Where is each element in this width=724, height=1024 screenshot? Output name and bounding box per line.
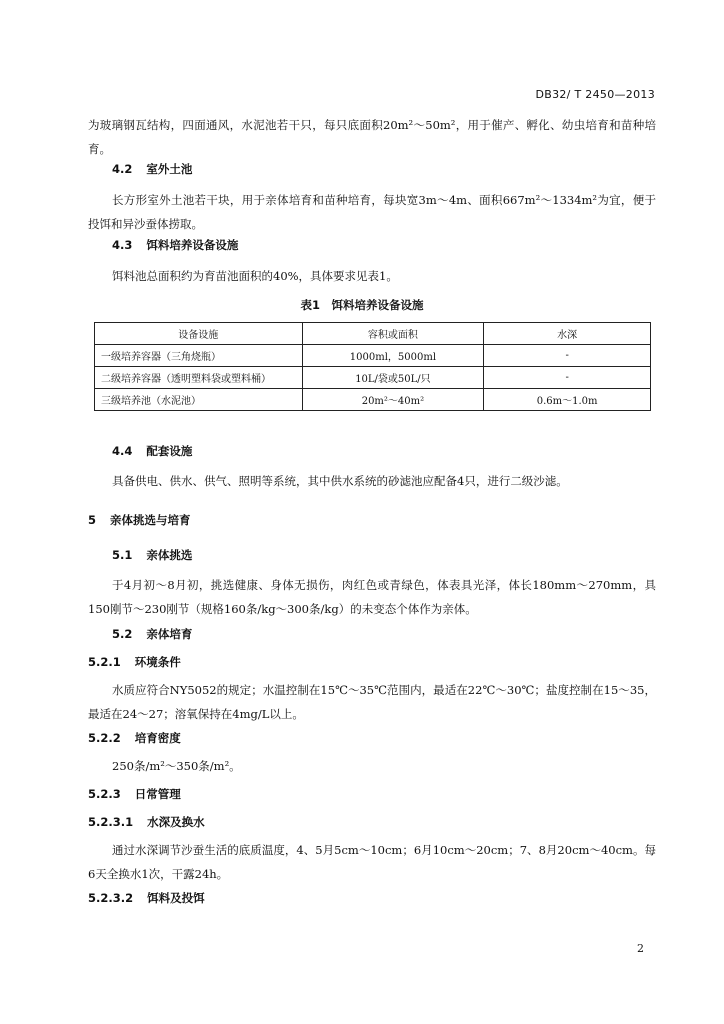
heading-5-1 xyxy=(112,547,192,563)
table-row xyxy=(95,389,651,411)
heading-title: 亲体挑选与培育 xyxy=(110,513,191,527)
heading-number: 5.2.3 xyxy=(88,787,121,801)
heading-title: 水深及换水 xyxy=(147,815,205,829)
heading-title: 室外土池 xyxy=(146,162,193,176)
heading-title: 日常管理 xyxy=(134,787,181,801)
paragraph-4-3: 饵料池总面积约为育苗池面积的40%，具体要求见表1。 xyxy=(112,269,398,283)
heading-title: 配套设施 xyxy=(146,444,193,458)
heading-number: 5.2.1 xyxy=(88,655,121,669)
paragraph-5-2-1: 水质应符合NY5052的规定；水温控制在15℃～35℃范围内，最适在22℃～30℃；盐度控制在15～35，最适在24～27；溶氧保持在4mg/L以上。 xyxy=(88,683,656,721)
heading-number: 4.4 xyxy=(112,444,133,458)
heading-5 xyxy=(88,512,191,528)
table-cell: 0.6m～1.0m xyxy=(484,389,651,411)
column-header: 容积或面积 xyxy=(302,323,484,345)
paragraph-4-1-cont: 为玻璃钢瓦结构，四面通风，水泥池若干只，每只底面积20m²～50m²，用于催产、孵化、幼虫培育和苗种培育。 xyxy=(88,118,656,156)
heading-number: 5 xyxy=(88,513,97,527)
heading-title: 饵料培养设备设施 xyxy=(146,238,239,252)
table-row xyxy=(95,345,651,367)
heading-number: 5.2 xyxy=(112,627,133,641)
heading-title: 饵料及投饵 xyxy=(147,891,205,905)
table-header-row xyxy=(95,323,651,345)
paragraph-4-2: 长方形室外土池若干块，用于亲体培育和苗种培育，每块宽3m～4m、面积667m²～1334m²为宜，便于投饵和异沙蚕体捞取。 xyxy=(88,193,656,231)
heading-number: 4.2 xyxy=(112,162,133,176)
heading-number: 5.2.3.2 xyxy=(88,891,134,905)
table-row xyxy=(95,367,651,389)
heading-number: 5.1 xyxy=(112,548,133,562)
heading-5-2-3 xyxy=(88,786,181,802)
heading-title: 培育密度 xyxy=(134,731,181,745)
heading-number: 5.2.3.1 xyxy=(88,815,134,829)
equipment-table xyxy=(94,322,651,411)
heading-4-3 xyxy=(112,237,238,253)
heading-number: 5.2.2 xyxy=(88,731,121,745)
heading-title: 亲体挑选 xyxy=(146,548,193,562)
paragraph-5-2-2: 250条/m²～350条/m²。 xyxy=(112,759,241,773)
heading-4-4 xyxy=(112,443,192,459)
heading-5-2-2 xyxy=(88,730,181,746)
heading-5-2 xyxy=(112,626,192,642)
heading-5-2-1 xyxy=(88,654,181,670)
table-cell: 二级培养容器（透明塑料袋或塑料桶） xyxy=(95,367,303,389)
table-cell: 一级培养容器（三角烧瓶） xyxy=(95,345,303,367)
table-cell: 三级培养池（水泥池） xyxy=(95,389,303,411)
table-cell: 10L/袋或50L/只 xyxy=(302,367,484,389)
heading-5-2-3-1 xyxy=(88,814,205,830)
heading-number: 4.3 xyxy=(112,238,133,252)
table-cell: - xyxy=(484,345,651,367)
paragraph-5-2-3-1: 通过水深调节沙蚕生活的底质温度，4、5月5cm～10cm；6月10cm～20cm；7、8月20cm～40cm。每6天全换水1次，干露24h。 xyxy=(88,843,656,881)
heading-title: 环境条件 xyxy=(134,655,181,669)
heading-5-2-3-2 xyxy=(88,890,205,906)
page-number: 2 xyxy=(637,942,644,955)
table-cell: - xyxy=(484,367,651,389)
column-header: 水深 xyxy=(484,323,651,345)
document-code: DB32/ T 2450—2013 xyxy=(535,88,655,101)
table-caption: 表1 饵料培养设备设施 xyxy=(300,298,424,312)
column-header: 设备设施 xyxy=(95,323,303,345)
heading-4-2 xyxy=(112,161,192,177)
paragraph-4-4: 具备供电、供水、供气、照明等系统，其中供水系统的砂滤池应配备4只，进行二级沙滤。 xyxy=(112,474,568,488)
heading-title: 亲体培育 xyxy=(146,627,193,641)
table-cell: 1000ml，5000ml xyxy=(302,345,484,367)
paragraph-5-1: 于4月初～8月初，挑选健康、身体无损伤，肉红色或青绿色，体表具光泽，体长180mm～270mm，具150刚节～230刚节（规格160条/kg～300条/kg）的未变态个体作为亲体。 xyxy=(88,578,656,616)
table-cell: 20m²～40m² xyxy=(302,389,484,411)
